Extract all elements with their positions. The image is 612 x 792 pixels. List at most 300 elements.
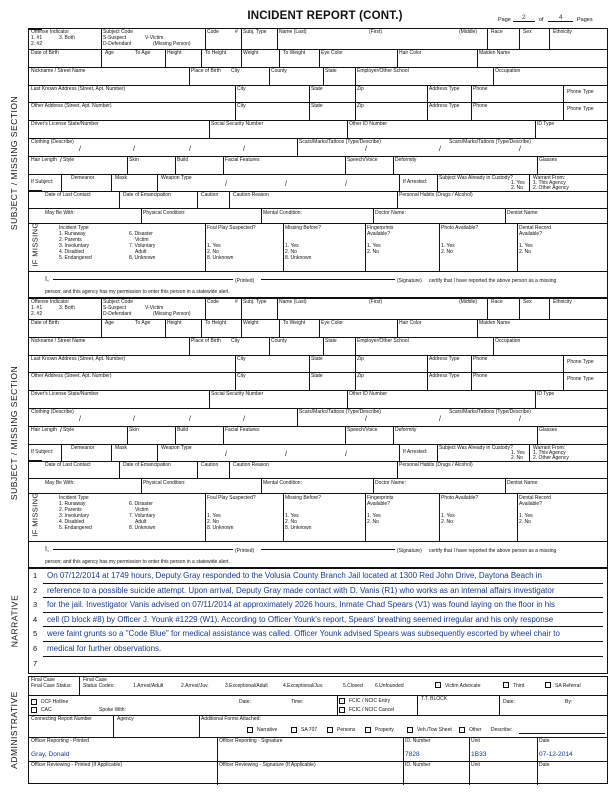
- other-address-label: Other Address (Street, Apt. Number): [31, 103, 112, 109]
- other-address-label: Other Address (Street, Apt. Number): [31, 373, 112, 379]
- other-form-checkbox[interactable]: [459, 727, 465, 733]
- slash: /: [79, 416, 81, 423]
- nickname-label: Nickname / Street Name: [31, 338, 86, 344]
- incident-type-6b: Victim: [135, 237, 149, 243]
- offense-opt-2: 2. #2: [31, 41, 43, 47]
- dental-no: 2. No: [519, 519, 531, 525]
- warrant-other-agency: 2. Other Agency: [533, 455, 569, 461]
- other-id-label: Other ID Number: [349, 391, 388, 397]
- slash: /: [285, 451, 287, 458]
- dental-label: Dental Record Available?: [519, 225, 551, 237]
- occupation-label: Occupation: [495, 68, 521, 74]
- officer-printed-label: Officer Reporting - Printed: [31, 738, 89, 744]
- custody-no: 2. No: [511, 455, 523, 461]
- dcf-date-label: Date:: [239, 699, 251, 705]
- sa707-label: SA 707: [301, 727, 318, 733]
- missing-before-no: 2. No: [285, 519, 297, 525]
- subject-block-2: [28, 298, 608, 568]
- mental-condition-label: Mental Condition:: [263, 210, 302, 216]
- slash: /: [439, 146, 441, 153]
- mask-label: Mask: [115, 445, 127, 451]
- last-address-type-label: Address Type: [429, 356, 460, 362]
- cac-checkbox[interactable]: [31, 707, 37, 713]
- offense-opt-2: 2. #2: [31, 311, 43, 317]
- caution-reason-label: Caution Reason: [233, 462, 269, 468]
- admin-block: [28, 676, 608, 784]
- pob-label: Place of Birth: [191, 68, 221, 74]
- ssn-label: Social Security Number: [211, 121, 264, 127]
- facial-features-label: Facial Features: [225, 157, 260, 163]
- other-address-type-label: Address Type: [429, 103, 460, 109]
- subject-code-m: (Missing Person): [153, 311, 191, 317]
- officer-name-value: Gray, Donald: [31, 751, 70, 758]
- other-phone-type-label: Phone Type: [567, 106, 594, 112]
- page-header: [0, 0, 612, 28]
- last-state-label: State: [311, 86, 323, 92]
- warrant-from-label: Warrant From:: [533, 445, 566, 451]
- offense-indicator-label: Offense Indicator: [31, 299, 69, 305]
- slash: /: [133, 416, 135, 423]
- narrative-line: 1 On 07/12/2014 at 1749 hours, Deputy Gray responded to the Volusia County Branch Jail located at 1300 Red John Drive, Daytona Beach in: [43, 569, 603, 584]
- missing-before-yes: 1. Yes: [285, 243, 299, 249]
- tt-date-label: Date:: [503, 699, 515, 705]
- status-code-3: 3.Exceptional/Adult: [225, 683, 268, 689]
- cert-text-2: person; and this agency has my permission to enter this person in a statewide alert.: [45, 289, 230, 295]
- to-weight-label: To Weight: [283, 50, 306, 56]
- incident-type-7b: Adult: [135, 519, 147, 525]
- fcic-entry-checkbox[interactable]: [339, 698, 345, 704]
- status-code-4: 4.Exceptional/Juv.: [283, 683, 324, 689]
- slash: /: [345, 451, 347, 458]
- name-last-label: Name (Last): [279, 29, 307, 35]
- middle-name-label: (Middle): [459, 299, 478, 305]
- personal-habits-label: Personal Habits (Drugs / Alcohol): [399, 462, 473, 468]
- subj-type-label: Subj. Type: [243, 29, 267, 35]
- incident-type-label: Incident Type: [59, 495, 89, 501]
- eye-color-label: Eye Color: [321, 50, 343, 56]
- narrative-block: [28, 568, 608, 674]
- dob-label: Date of Birth: [31, 320, 59, 326]
- property-checkbox[interactable]: [365, 727, 371, 733]
- last-contact-label: Date of Last Contact: [45, 462, 91, 468]
- property-label: Property: [375, 727, 394, 733]
- glasses-label: Glasses: [539, 427, 558, 433]
- foul-play-no: 2. No: [207, 519, 219, 525]
- last-city-label: City: [237, 86, 246, 92]
- skin-label: Skin: [129, 427, 139, 433]
- fingerprints-no: 2. No: [367, 249, 379, 255]
- unit-label: Unit: [471, 738, 480, 744]
- missing-before-unknown: 8. Unknown: [285, 255, 312, 261]
- dcf-time-label: Time:: [291, 699, 304, 705]
- other-city-label: City: [237, 373, 246, 379]
- subject-section-label-2: SUBJECT / MISSING SECTION: [9, 365, 20, 501]
- third-checkbox[interactable]: [503, 682, 509, 688]
- subject-code-s: S-Suspect: [103, 35, 127, 41]
- employer-label: Employer/Other School: [357, 68, 409, 74]
- other-state-label: State: [311, 373, 323, 379]
- slash: /: [519, 416, 521, 423]
- hair-style-label: Style: [63, 427, 75, 433]
- build-label: Build: [177, 157, 189, 163]
- height-label: Height: [167, 50, 182, 56]
- photo-no: 2. No: [441, 249, 453, 255]
- sa707-checkbox[interactable]: [291, 727, 297, 733]
- page-label: Page: [498, 17, 511, 23]
- warrant-this-agency: 1. This Agency: [533, 180, 566, 186]
- weapon-type-label: Weapon Type: [161, 175, 192, 181]
- report-date-value: 07-12-2014: [539, 751, 573, 758]
- code-label: Code: [207, 299, 219, 305]
- connecting-report-label: Connecting Report Number: [31, 716, 92, 722]
- fingerprints-yes: 1. Yes: [367, 513, 381, 519]
- narrative-section-label: NARRATIVE: [9, 594, 19, 648]
- reviewing-unit-label: Unit: [471, 762, 480, 768]
- fcic-cancel-checkbox[interactable]: [339, 707, 345, 713]
- narrative-form-label: Narrative: [257, 727, 278, 733]
- other-phone-label: Phone: [473, 103, 488, 109]
- dcf-hotline-label: DCF Hotline: [41, 699, 69, 705]
- ethnicity-label: Ethnicity: [553, 299, 572, 305]
- missing-before-label: Missing Before?: [285, 225, 321, 231]
- if-arrested-label: If Arrested:: [403, 179, 428, 185]
- pob-label: Place of Birth: [191, 338, 221, 344]
- if-subject-label: If Subject:: [31, 179, 54, 185]
- slash: /: [189, 146, 191, 153]
- narrative-text: for the jail. Investigator Vanis advised on 07/11/2014 at approximately 2026 hours, Inmate Chad Spears (V1) was found laying on the floor in his: [47, 600, 556, 610]
- admin-section-label: ADMINISTRATIVE: [9, 691, 19, 769]
- subject-code-s: S-Suspect: [103, 305, 127, 311]
- veh-tow-checkbox[interactable]: [407, 727, 413, 733]
- to-weight-label: To Weight: [283, 320, 306, 326]
- custody-yes: 1. Yes: [511, 450, 525, 456]
- deformity-label: Deformity: [395, 157, 417, 163]
- slash: /: [243, 146, 245, 153]
- persons-label: Persons: [337, 727, 356, 733]
- sex-label: Sex: [523, 299, 532, 305]
- fingerprints-label: Fingerprints Available?: [367, 495, 394, 507]
- other-phone-type-label: Phone Type: [567, 376, 594, 382]
- final-case-status-label: Final Case Status:: [31, 683, 72, 689]
- subject-code-v: V-Victim: [145, 305, 164, 311]
- county-label: County: [271, 68, 287, 74]
- page-total: 4: [559, 14, 563, 21]
- other-zip-label: Zip: [357, 103, 364, 109]
- missing-before-yes: 1. Yes: [285, 513, 299, 519]
- last-contact-label: Date of Last Contact: [45, 192, 91, 198]
- incident-type-6: 6. Disaster: [129, 231, 153, 237]
- other-city-label: City: [237, 103, 246, 109]
- fcic-cancel-label: FCIC / NCIC Cancel: [349, 707, 395, 713]
- offense-indicator-label: Offense Indicator: [31, 29, 69, 35]
- offense-opt-1: 1. #1: [31, 35, 43, 41]
- demeanor-label: Demeanor: [71, 175, 95, 181]
- last-phone-type-label: Phone Type: [567, 359, 594, 365]
- final-case-label-2: Final Case: [83, 677, 107, 683]
- hair-color-label: Hair Color: [399, 320, 422, 326]
- fcic-entry-label: FCIC / NCIC Entry: [349, 698, 391, 704]
- persons-checkbox[interactable]: [327, 727, 333, 733]
- middle-name-label: (Middle): [459, 29, 478, 35]
- narrative-text: cell (D block #8) by Officer J. Younk #1229 (W1). According to Officer Younk's report, Spears' breathing seemed irregular and his only response: [47, 614, 554, 624]
- ethnicity-label: Ethnicity: [553, 29, 572, 35]
- last-phone-label: Phone: [473, 356, 488, 362]
- reviewing-id-label: ID. Number: [405, 762, 431, 768]
- custody-no: 2. No: [511, 185, 523, 191]
- slash: /: [60, 427, 62, 434]
- photo-yes: 1. Yes: [441, 513, 455, 519]
- victim-advocate-checkbox[interactable]: [435, 682, 441, 688]
- last-address-label: Last Known Address (Street, Apt. Number): [31, 356, 126, 362]
- may-be-with-label: May Be With:: [45, 210, 75, 216]
- caution-label: Caution: [201, 462, 219, 468]
- fingerprints-no: 2. No: [367, 519, 379, 525]
- dob-label: Date of Birth: [31, 50, 59, 56]
- incident-type-5: 5. Endangered: [59, 525, 92, 531]
- incident-type-5: 5. Endangered: [59, 255, 92, 261]
- subject-code-d: D-Defendant: [103, 41, 132, 47]
- foul-play-label: Foul Play Suspected?: [207, 495, 256, 501]
- reviewing-signature-label: Officer Reviewing - Signature (If Applicable): [219, 762, 316, 768]
- subject-code-v: V-Victim: [145, 35, 164, 41]
- incident-type-2: 2. Parents: [59, 237, 82, 243]
- weapon-type-label: Weapon Type: [161, 445, 192, 451]
- pages-label: Pages: [577, 17, 593, 23]
- foul-play-label: Foul Play Suspected?: [207, 225, 256, 231]
- incident-type-1: 1. Runaway: [59, 501, 86, 507]
- other-zip-label: Zip: [357, 373, 364, 379]
- photo-no: 2. No: [441, 519, 453, 525]
- reviewing-date-label: Date: [539, 762, 550, 768]
- id-number-label: ID. Number: [405, 738, 431, 744]
- last-zip-label: Zip: [357, 356, 364, 362]
- narrative-line: 3 for the jail. Investigator Vanis advised on 07/11/2014 at approximately 2026 hours, Inmate Chad Spears (V1) was found laying on the floor in his: [43, 598, 603, 613]
- physical-condition-label: Physical Condition:: [143, 210, 186, 216]
- age-label: Age: [105, 320, 114, 326]
- cert-text: certify that I have reported the above person as a missing: [429, 278, 557, 284]
- nickname-label: Nickname / Street Name: [31, 68, 86, 74]
- warrant-this-agency: 1. This Agency: [533, 450, 566, 456]
- warrant-from-label: Warrant From:: [533, 175, 566, 181]
- narrative-text: medical for further observations.: [47, 644, 162, 653]
- sa-referral-checkbox[interactable]: [545, 682, 551, 688]
- incident-type-3: 3. Involuntary: [59, 513, 90, 519]
- incident-type-6: 6. Disaster: [129, 501, 153, 507]
- officer-signature-label: Officer Reporting - Signature: [219, 738, 283, 744]
- missing-before-unknown: 8. Unknown: [285, 525, 312, 531]
- victim-advocate-label: Victim Advocate: [445, 683, 481, 689]
- may-be-with-label: May Be With:: [45, 480, 75, 486]
- doctor-name-label: Doctor Name:: [375, 210, 406, 216]
- missing-before-label: Missing Before?: [285, 495, 321, 501]
- speech-label: Speech/Voice: [347, 427, 378, 433]
- hash-label: #: [235, 29, 238, 35]
- race-label: Race: [491, 29, 503, 35]
- subject-code-m: (Missing Person): [153, 41, 191, 47]
- slash: /: [225, 181, 227, 188]
- to-height-label: To Height: [205, 50, 227, 56]
- narrative-line: 4 cell (D block #8) by Officer J. Younk #1229 (W1). According to Officer Younk's report, Spears' breathing seemed irregular and his only response: [43, 613, 603, 628]
- offense-opt-1: 1. #1: [31, 305, 43, 311]
- slash: /: [133, 146, 135, 153]
- already-custody-label: Subject Was Already in Custody?: [439, 175, 513, 181]
- caution-reason-label: Caution Reason: [233, 192, 269, 198]
- weight-label: Weight: [243, 50, 259, 56]
- pob-state-label: State: [325, 68, 337, 74]
- if-missing-label-2: IF MISSING: [28, 460, 42, 568]
- other-id-label: Other ID Number: [349, 121, 388, 127]
- subject-section-label: SUBJECT / MISSING SECTION: [9, 95, 20, 231]
- physical-condition-label: Physical Condition:: [143, 480, 186, 486]
- eye-color-label: Eye Color: [321, 320, 343, 326]
- mask-label: Mask: [115, 175, 127, 181]
- county-label: County: [271, 338, 287, 344]
- narrative-text: reference to a possible suicide attempt. Upon arrival, Deputy Gray made contact with D. Vanis (R1) who works as an internal affairs investigator: [47, 585, 555, 595]
- facial-features-label: Facial Features: [225, 427, 260, 433]
- other-form-label: Other: [469, 727, 482, 733]
- incident-type-4: 4. Disabled: [59, 519, 85, 525]
- fingerprints-yes: 1. Yes: [367, 243, 381, 249]
- page-number: 2: [522, 14, 526, 21]
- slash: /: [225, 451, 227, 458]
- photo-label: Photo Available?: [441, 225, 479, 231]
- spoke-with-label: Spoke With:: [99, 707, 126, 713]
- name-last-label: Name (Last): [279, 299, 307, 305]
- slash: /: [79, 146, 81, 153]
- last-address-label: Last Known Address (Street, Apt. Number): [31, 86, 126, 92]
- if-arrested-label: If Arrested:: [403, 449, 428, 455]
- clothing-label: Clothing (Describe): [31, 409, 74, 415]
- slash: /: [365, 416, 367, 423]
- to-age-label: To Age: [135, 50, 151, 56]
- scars-label: Scars/Marks/Tattoos (Type/Describe): [299, 409, 381, 415]
- incident-type-label: Incident Type: [59, 225, 89, 231]
- describe-label: Describe:: [491, 727, 513, 733]
- occupation-label: Occupation: [495, 338, 521, 344]
- subject-code-d: D-Defendant: [103, 311, 132, 317]
- dl-number-label: Driver's License State/Number: [31, 121, 99, 127]
- incident-type-7: 7. Voluntary: [129, 243, 156, 249]
- clothing-label: Clothing (Describe): [31, 139, 74, 145]
- if-subject-label: If Subject:: [31, 449, 54, 455]
- last-phone-label: Phone: [473, 86, 488, 92]
- doctor-name-label: Doctor Name:: [375, 480, 406, 486]
- narrative-line: 5 were faint grunts so a "Code Blue" for medical assistance was called. Officer Younk advised Spears was subsequently escorted by wheel chair to: [43, 627, 603, 642]
- incident-type-2: 2. Parents: [59, 507, 82, 513]
- incident-type-3: 3. Involuntary: [59, 243, 90, 249]
- emancipation-label: Date of Emancipation: [123, 192, 171, 198]
- tt-block-label: T.T. BLOCK: [421, 696, 448, 702]
- dcf-hotline-checkbox[interactable]: [31, 699, 37, 705]
- sex-label: Sex: [523, 29, 532, 35]
- reviewing-printed-label: Officer Reviewing - Printed (If Applicable): [31, 762, 123, 768]
- if-missing-label: IF MISSING: [28, 190, 42, 298]
- glasses-label: Glasses: [539, 157, 558, 163]
- scars-label: Scars/Marks/Tattoos (Type/Describe): [299, 139, 381, 145]
- other-phone-label: Phone: [473, 373, 488, 379]
- custody-yes: 1. Yes: [511, 180, 525, 186]
- weight-label: Weight: [243, 320, 259, 326]
- cert-signature-label: (Signature): [397, 548, 422, 554]
- last-phone-type-label: Phone Type: [567, 89, 594, 95]
- cert-printed-label: (Printed): [235, 548, 255, 554]
- officer-id-value: 7828: [405, 751, 420, 758]
- deformity-label: Deformity: [395, 427, 417, 433]
- report-title: INCIDENT REPORT (CONT.): [247, 10, 403, 22]
- additional-forms-label: Additional Forms Attached:: [201, 716, 261, 722]
- dentist-name-label: Dentist Name:: [507, 210, 539, 216]
- cert-text: certify that I have reported the above person as a missing: [429, 548, 557, 554]
- build-label: Build: [177, 427, 189, 433]
- maiden-name-label: Maiden Name: [479, 320, 511, 326]
- slash: /: [189, 416, 191, 423]
- demeanor-label: Demeanor: [71, 445, 95, 451]
- incident-type-4: 4. Disabled: [59, 249, 85, 255]
- dental-label: Dental Record Available?: [519, 495, 551, 507]
- last-address-type-label: Address Type: [429, 86, 460, 92]
- pob-city-label: City: [231, 68, 240, 74]
- scars-label-2: Scars/Marks/Tattoos (Type/Describe): [449, 409, 531, 415]
- subject-code-label: Subject Code: [103, 299, 134, 305]
- subject-block-1: [28, 28, 608, 298]
- pob-city-label: City: [231, 338, 240, 344]
- missing-before-no: 2. No: [285, 249, 297, 255]
- foul-play-yes: 1. Yes: [207, 243, 221, 249]
- id-type-label: ID Type: [537, 391, 555, 397]
- incident-type-7: 7. Voluntary: [129, 513, 156, 519]
- subj-type-label: Subj. Type: [243, 299, 267, 305]
- id-type-label: ID Type: [537, 121, 555, 127]
- race-label: Race: [491, 299, 503, 305]
- dental-yes: 1. Yes: [519, 513, 533, 519]
- last-state-label: State: [311, 356, 323, 362]
- last-zip-label: Zip: [357, 86, 364, 92]
- emancipation-label: Date of Emancipation: [123, 462, 171, 468]
- already-custody-label: Subject Was Already in Custody?: [439, 445, 513, 451]
- foul-play-no: 2. No: [207, 249, 219, 255]
- offense-opt-3: 3. Both: [59, 305, 75, 311]
- status-code-6: 6.Unfounded: [375, 683, 404, 689]
- narrative-form-checkbox[interactable]: [247, 727, 253, 733]
- slash: /: [243, 416, 245, 423]
- other-state-label: State: [311, 103, 323, 109]
- last-city-label: City: [237, 356, 246, 362]
- slash: /: [285, 181, 287, 188]
- employer-label: Employer/Other School: [357, 338, 409, 344]
- slash: /: [439, 416, 441, 423]
- dental-no: 2. No: [519, 249, 531, 255]
- of-label: of: [539, 17, 544, 23]
- fingerprints-label: Fingerprints Available?: [367, 225, 394, 237]
- incident-type-8: 8. Unknown: [129, 255, 156, 261]
- narrative-text: were faint grunts so a "Code Blue" for medical assistance was called. Officer Younk advised Spears was subsequently escorted by wheel chair to: [47, 629, 560, 639]
- hair-style-label: Style: [63, 157, 75, 163]
- cert-i: I,: [45, 546, 49, 553]
- photo-yes: 1. Yes: [441, 243, 455, 249]
- narrative-line: 7: [33, 658, 38, 668]
- first-name-label: (First): [369, 29, 383, 35]
- status-code-2: 2.Arrest/Juv.: [181, 683, 209, 689]
- scars-label-2: Scars/Marks/Tattoos (Type/Describe): [449, 139, 531, 145]
- other-address-type-label: Address Type: [429, 373, 460, 379]
- personal-habits-label: Personal Habits (Drugs / Alcohol): [399, 192, 473, 198]
- final-case-label: Final Case: [31, 677, 55, 683]
- hair-color-label: Hair Color: [399, 50, 422, 56]
- foul-play-yes: 1. Yes: [207, 513, 221, 519]
- pob-state-label: State: [325, 338, 337, 344]
- sa-referral-label: SA Referral: [555, 683, 581, 689]
- dentist-name-label: Dentist Name:: [507, 480, 539, 486]
